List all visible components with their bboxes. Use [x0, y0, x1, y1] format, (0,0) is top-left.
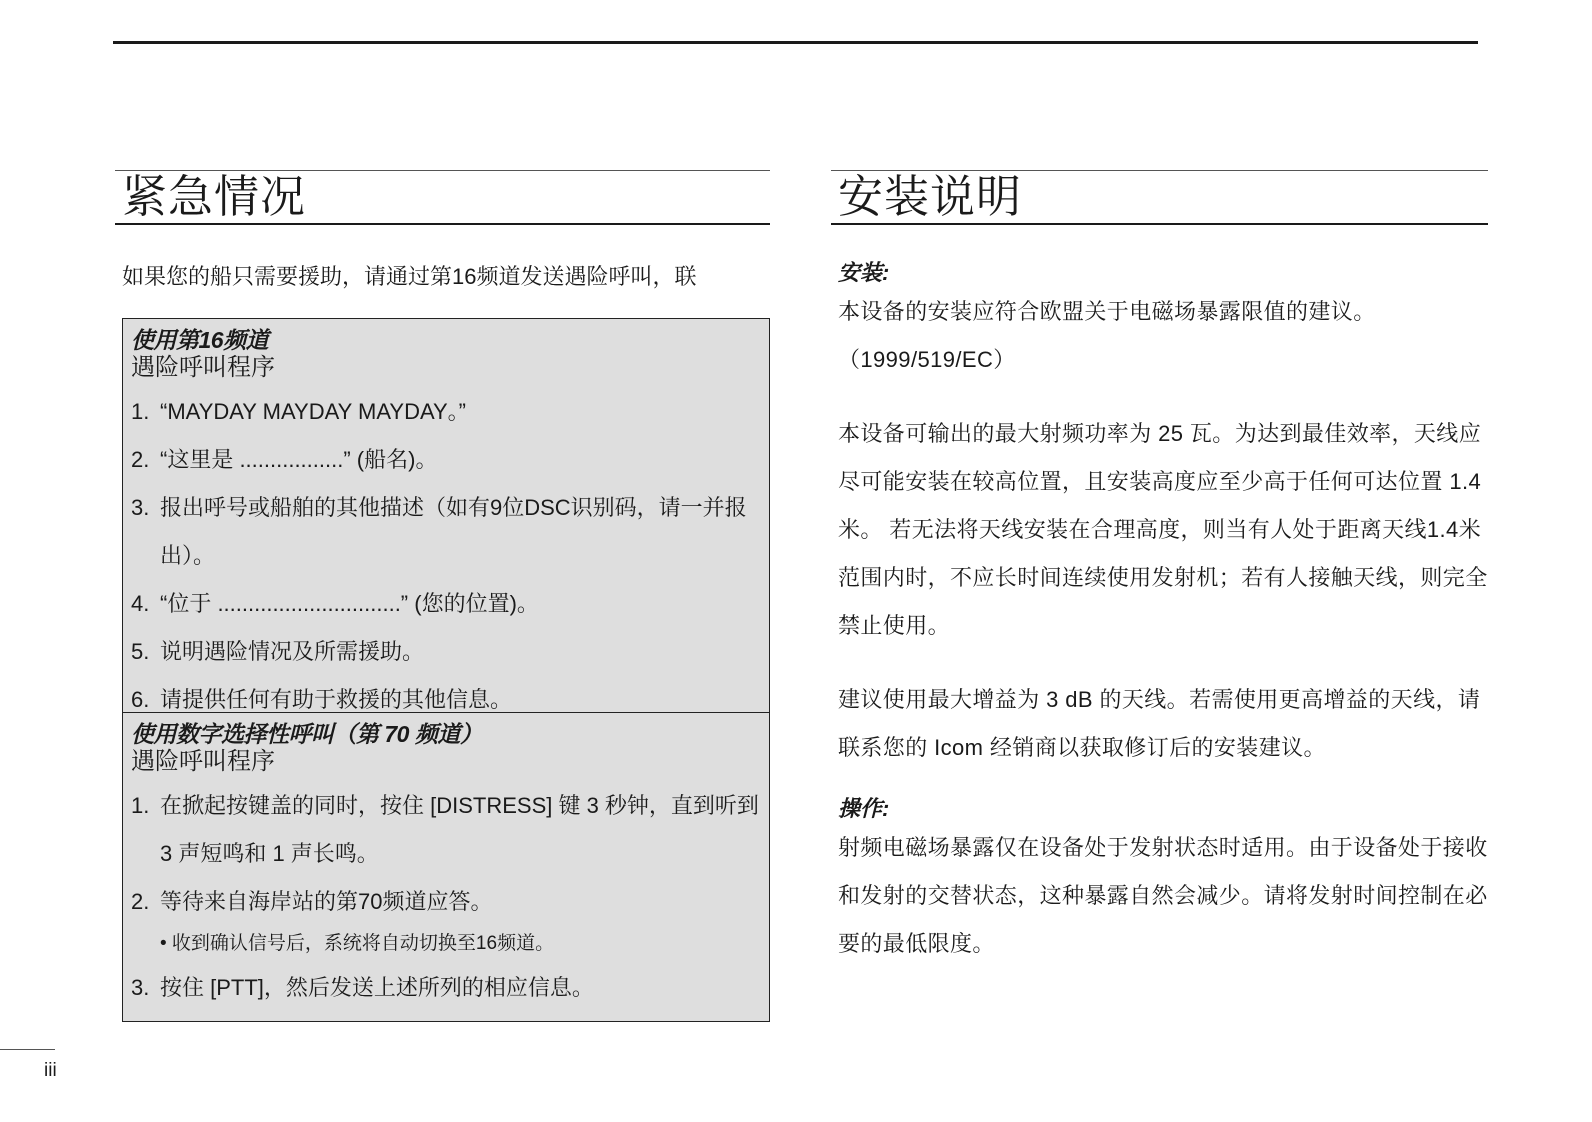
- list-item: [123, 436, 769, 484]
- step-text: 说明遇险情况及所需援助。: [160, 639, 425, 664]
- step-list: [123, 782, 769, 1012]
- box-subtitle: 遇险呼叫程序: [131, 748, 275, 775]
- step-note: • 收到确认信号后，系统将自动切换至16频道。: [160, 933, 555, 954]
- step-text: “这里是 .................” (船名)。: [160, 447, 438, 472]
- box-title: 使用第16频道: [131, 327, 269, 353]
- installation-section: [838, 170, 1488, 968]
- header-rule: [113, 41, 1478, 44]
- header-thick-rule: [831, 223, 1488, 225]
- step-number: 1.: [131, 399, 150, 424]
- step-number: 3.: [131, 975, 150, 1000]
- install-body: [838, 288, 1488, 772]
- step-text: “MAYDAY MAYDAY MAYDAY。”: [160, 399, 467, 424]
- step-number: 2.: [131, 889, 150, 914]
- section-title-emergency: 紧急情况: [122, 171, 307, 222]
- list-item: [123, 628, 769, 676]
- step-text: “位于 ..............................” (您的位置)。: [160, 591, 539, 616]
- step-number: 4.: [131, 591, 150, 616]
- dsc-procedure-box: [122, 712, 770, 1022]
- header-thick-rule: [115, 223, 770, 225]
- emergency-section: [122, 170, 770, 225]
- step-number: 6.: [131, 687, 150, 712]
- step-number: 5.: [131, 639, 150, 664]
- list-item: [123, 580, 769, 628]
- footer-rule: [0, 1049, 55, 1050]
- list-item: [123, 484, 769, 580]
- step-text: 报出呼号或船舶的其他描述（如有9位DSC识别码，请一并报出）。: [160, 495, 747, 568]
- emergency-intro: 如果您的船只需要援助，请通过第16频道发送遇险呼叫，联: [122, 264, 697, 289]
- step-text: 按住 [PTT]，然后发送上述所列的相应信息。: [160, 975, 594, 1000]
- list-item: [123, 388, 769, 436]
- operation-heading: 操作:: [838, 796, 890, 821]
- step-text: 请提供任何有助于救援的其他信息。: [160, 687, 513, 712]
- box-title: 使用数字选择性呼叫（第 70 频道）: [131, 721, 483, 747]
- page-number: iii: [44, 1060, 57, 1081]
- step-list: [123, 388, 769, 713]
- install-heading: 安装:: [838, 260, 890, 285]
- step-number: 1.: [131, 793, 150, 818]
- step-text: 等待来自海岸站的第70频道应答。: [160, 889, 493, 914]
- section-title-installation: 安装说明: [838, 171, 1023, 222]
- install-paragraph: 建议使用最大增益为 3 dB 的天线。若需使用更高增益的天线，请联系您的 Icom 经销商以获取修订后的安装建议。: [838, 687, 1481, 760]
- install-paragraph: 本设备可输出的最大射频功率为 25 瓦。为达到最佳效率，天线应尽可能安装在较高位置，且安装高度应至少高于任何可达位置 1.4 米。 若无法将天线安装在合理高度，则当有人处于距离天线1.4米范围内时，不应长时间连续使用发射机；若有人接触天线，则完全禁止使用。: [838, 421, 1488, 638]
- list-item: [123, 878, 769, 926]
- step-text: 在掀起按键盖的同时，按住 [DISTRESS] 键 3 秒钟，直到听到 3 声短鸣和 1 声长鸣。: [160, 793, 759, 866]
- step-number: 3.: [131, 495, 150, 520]
- section-header: [838, 170, 1488, 225]
- operation-paragraph: 射频电磁场暴露仅在设备处于发射状态时适用。由于设备处于接收和发射的交替状态，这种暴露自然会减少。请将发射时间控制在必要的最低限度。: [838, 835, 1488, 956]
- list-item: [123, 964, 769, 1012]
- list-item: [123, 676, 769, 713]
- list-item: [123, 782, 769, 878]
- section-header: [122, 170, 770, 225]
- step-number: 2.: [131, 447, 150, 472]
- channel16-procedure-box: [122, 318, 770, 713]
- install-paragraph: 本设备的安装应符合欧盟关于电磁场暴露限值的建议。（1999/519/EC）: [838, 299, 1376, 372]
- box-subtitle: 遇险呼叫程序: [131, 354, 275, 381]
